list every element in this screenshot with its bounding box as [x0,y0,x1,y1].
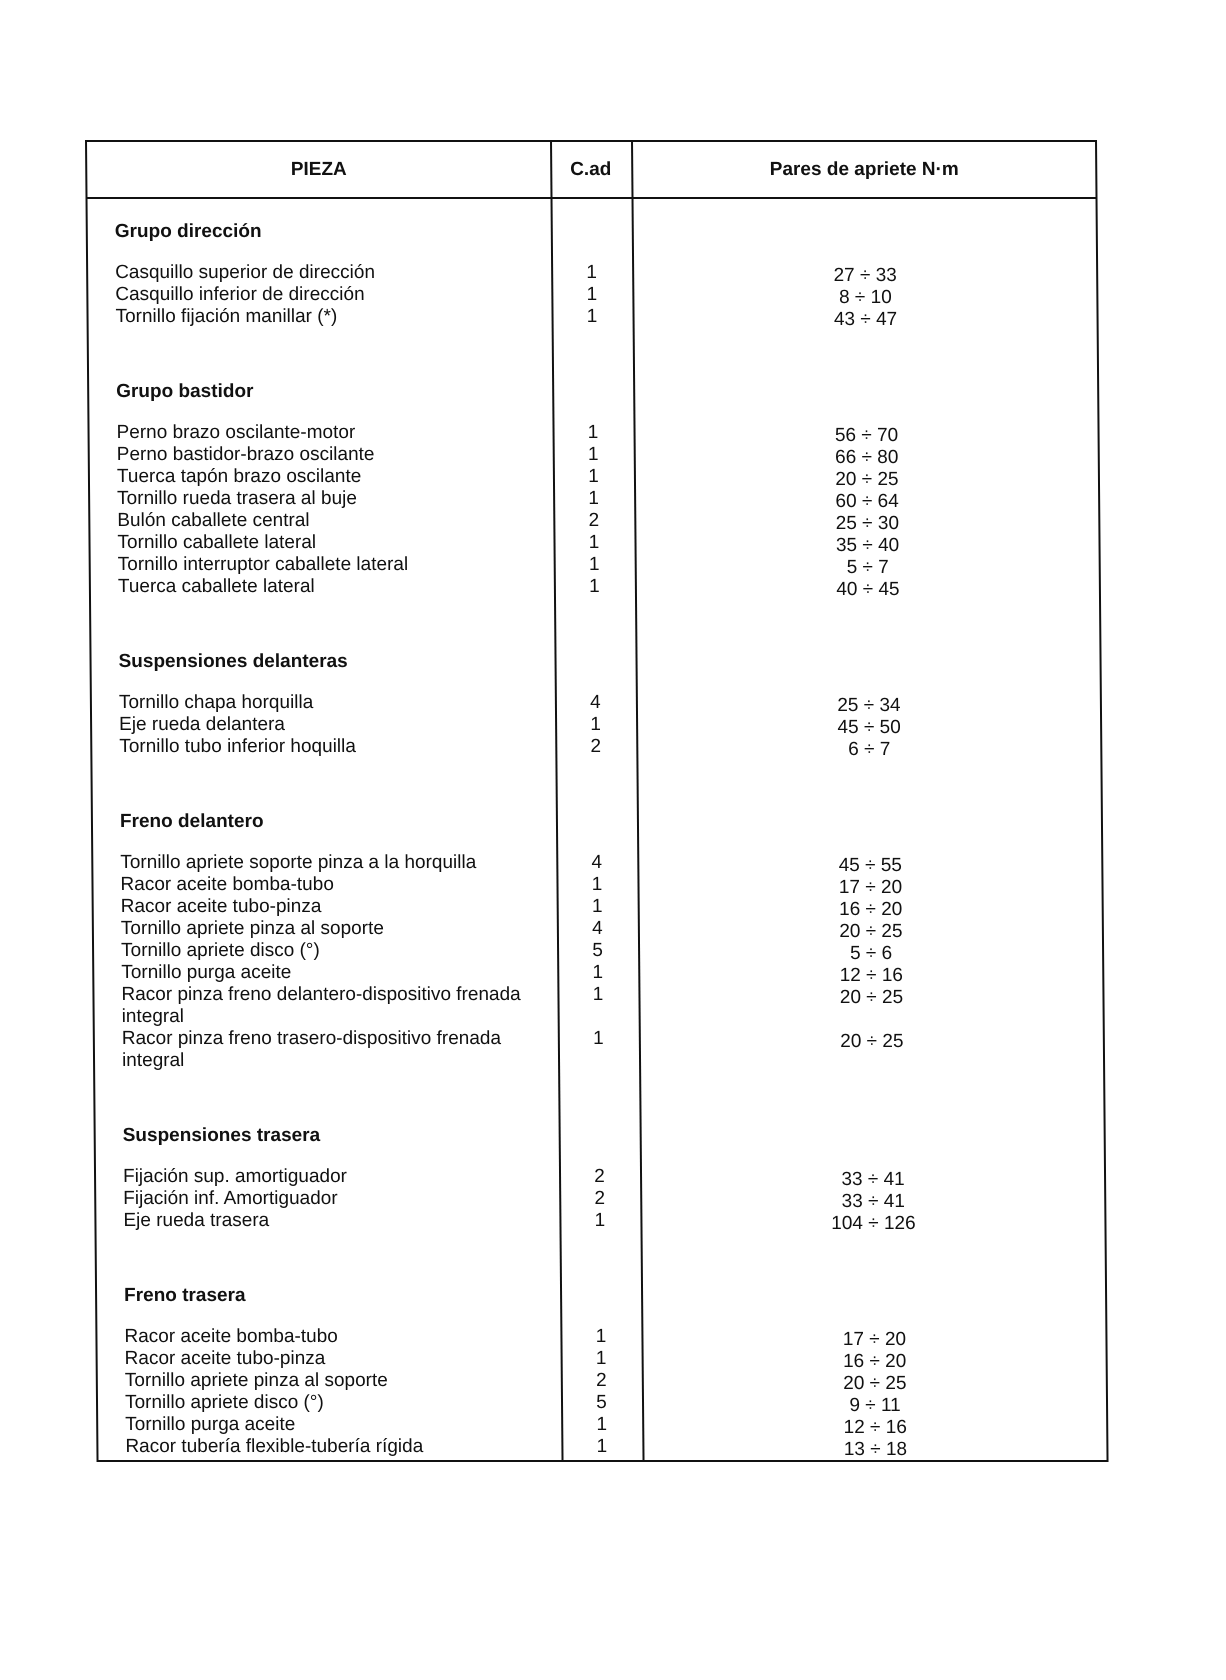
piece-qty: 2 [595,1370,607,1391]
piece-qty: 5 [596,1392,607,1413]
piece-qty: 1 [588,466,599,487]
piece-qty: 1 [592,962,604,983]
group-title: Grupo bastidor [116,381,254,402]
piece-name: Racor tubería flexible-tubería rígida [125,1436,424,1457]
piece-qty: 1 [596,1436,608,1457]
section-spacer [89,328,1097,362]
piece-qty: 1 [592,984,604,1005]
piece-torque: 20 ÷ 25 [839,987,904,1008]
piece-torque: 56 ÷ 70 [834,425,899,446]
piece-torque: 33 ÷ 41 [841,1191,905,1212]
piece-torque: 45 ÷ 55 [838,855,903,876]
piece-name: Tornillo apriete soporte pinza a la horquilla [120,852,477,873]
table-row [97,1326,1105,1348]
group-title: Freno delantero [119,811,264,832]
piece-name: Eje rueda delantera [119,714,286,735]
piece-name: Tornillo apriete disco (°) [124,1392,324,1413]
piece-qty: 1 [591,896,603,917]
table-row [88,306,1096,328]
piece-name: Racor aceite tubo-pinza [120,896,322,917]
table-row [91,576,1099,598]
piece-name: Tornillo purga aceite [121,962,292,983]
torque-table [85,140,1109,1462]
piece-name: Perno brazo oscilante-motor [116,422,356,443]
piece-torque: 35 ÷ 40 [835,535,900,556]
piece-torque: 5 ÷ 6 [849,943,893,964]
piece-torque: 66 ÷ 80 [835,447,899,468]
piece-name: Racor aceite bomba-tubo [120,874,334,895]
table-section [88,208,1097,362]
table-row [89,422,1097,444]
piece-qty: 1 [588,532,600,553]
header-qty: C.ad [570,159,612,180]
table-row [93,852,1101,874]
group-title: Suspensiones trasera [122,1125,321,1146]
piece-qty: 1 [587,422,599,443]
piece-name: Tornillo apriete disco (°) [120,940,320,961]
piece-qty: 1 [596,1414,608,1435]
piece-qty: 1 [589,576,600,597]
piece-name: Tornillo apriete pinza al soporte [124,1370,388,1391]
table-section [95,1112,1104,1266]
table-body [88,202,1107,1492]
table-row [95,1028,1103,1072]
group-title: Suspensiones delanteras [118,651,348,672]
piece-name: Fijación inf. Amortiguador [123,1188,338,1209]
table-row [91,554,1099,576]
piece-torque: 25 ÷ 30 [835,513,900,534]
table-section [89,368,1099,632]
piece-torque: 16 ÷ 20 [838,899,903,920]
section-spacer [91,598,1099,632]
piece-name: Casquillo superior de dirección [115,262,376,283]
table-section [91,638,1100,792]
table-section [97,1272,1107,1492]
table-row [94,962,1102,984]
piece-name: Tornillo caballete lateral [117,532,317,553]
table-row [98,1436,1106,1458]
piece-torque: 45 ÷ 50 [837,717,901,738]
piece-qty: 1 [586,306,598,327]
piece-torque: 17 ÷ 20 [842,1329,907,1350]
piece-name: Tornillo purga aceite [125,1414,296,1435]
piece-name: Eje rueda trasera [123,1210,270,1231]
table-row [98,1370,1106,1392]
piece-name: Racor pinza freno delantero-dispositivo frenada integral [121,984,521,1027]
piece-torque: 43 ÷ 47 [833,309,898,330]
group-title: Freno trasera [123,1285,246,1306]
table-row [92,692,1100,714]
piece-qty: 1 [588,554,600,575]
piece-qty: 1 [595,1348,607,1369]
table-row [88,262,1096,284]
piece-name: Racor pinza freno trasero-dispositivo frenada integral [121,1028,502,1071]
section-spacer [92,758,1100,792]
piece-name: Racor aceite bomba-tubo [124,1326,338,1347]
table-row [90,466,1098,488]
piece-qty: 1 [587,444,599,465]
piece-torque: 20 ÷ 25 [843,1373,907,1394]
piece-torque: 8 ÷ 10 [838,287,892,308]
piece-qty: 1 [590,714,601,735]
piece-torque: 9 ÷ 11 [849,1395,901,1416]
piece-qty: 4 [591,918,603,939]
piece-qty: 4 [590,692,601,713]
piece-qty: 5 [592,940,603,961]
piece-name: Tornillo rueda trasera al buje [117,488,357,509]
piece-torque: 12 ÷ 16 [843,1417,907,1438]
table-row [96,1188,1104,1210]
piece-torque: 20 ÷ 25 [835,469,899,490]
header-torque: Pares de apriete N·m [769,159,959,180]
piece-name: Racor aceite tubo-pinza [124,1348,326,1369]
table-row [96,1166,1104,1188]
piece-torque: 27 ÷ 33 [833,265,897,286]
table-row [90,510,1098,532]
table-row [92,714,1100,736]
piece-name: Fijación sup. amortiguador [122,1166,348,1187]
table-row [98,1392,1106,1414]
piece-qty: 1 [588,488,600,509]
piece-torque: 25 ÷ 34 [837,695,901,716]
piece-qty: 1 [594,1210,606,1231]
piece-qty: 2 [594,1188,606,1209]
piece-name: Bulón caballete central [117,510,310,531]
piece-torque: 16 ÷ 20 [842,1351,907,1372]
section-spacer [95,1072,1103,1106]
piece-torque: 13 ÷ 18 [843,1439,908,1460]
table-row [94,940,1102,962]
piece-qty: 2 [588,510,600,531]
piece-name: Tornillo chapa horquilla [118,692,314,713]
table-row [88,284,1096,306]
piece-torque: 33 ÷ 41 [841,1169,905,1190]
piece-torque: 6 ÷ 7 [848,739,891,760]
piece-qty: 2 [594,1166,605,1187]
piece-torque: 60 ÷ 64 [835,491,899,512]
piece-torque: 20 ÷ 25 [839,921,903,942]
table-row [93,874,1101,896]
piece-qty: 1 [591,874,603,895]
piece-torque: 20 ÷ 25 [840,1031,904,1052]
group-title: Grupo dirección [114,221,262,242]
table-row [90,444,1098,466]
table-row [98,1348,1106,1370]
table-row [98,1414,1106,1436]
piece-name: Tornillo fijación manillar (*) [115,306,338,327]
section-spacer [97,1232,1105,1266]
piece-name: Tornillo tubo inferior hoquilla [119,736,356,757]
piece-qty: 1 [592,1028,604,1049]
piece-name: Tornillo interruptor caballete lateral [117,554,409,575]
table-row [94,984,1102,1028]
header-piece: PIEZA [290,159,347,180]
table-row [92,736,1100,758]
piece-name: Perno bastidor-brazo oscilante [116,444,375,465]
table-row [90,488,1098,510]
table-row [96,1210,1104,1232]
piece-qty: 1 [586,284,598,305]
table-row [90,532,1098,554]
table-row [94,896,1102,918]
piece-qty: 4 [591,852,603,873]
piece-name: Tuerca tapón brazo oscilante [116,466,362,487]
piece-torque: 12 ÷ 16 [839,965,904,986]
piece-torque: 104 ÷ 126 [831,1213,916,1234]
piece-name: Tornillo apriete pinza al soporte [120,918,384,939]
piece-torque: 5 ÷ 7 [846,557,889,578]
piece-qty: 2 [590,736,602,757]
table-section [93,798,1104,1106]
piece-name: Casquillo inferior de dirección [115,284,365,305]
piece-qty: 1 [586,262,598,283]
piece-qty: 1 [595,1326,607,1347]
piece-torque: 40 ÷ 45 [836,579,900,600]
header-divider [87,197,1095,199]
piece-name: Tuerca caballete lateral [117,576,315,597]
section-spacer [99,1458,1107,1492]
piece-torque: 17 ÷ 20 [838,877,903,898]
table-row [94,918,1102,940]
